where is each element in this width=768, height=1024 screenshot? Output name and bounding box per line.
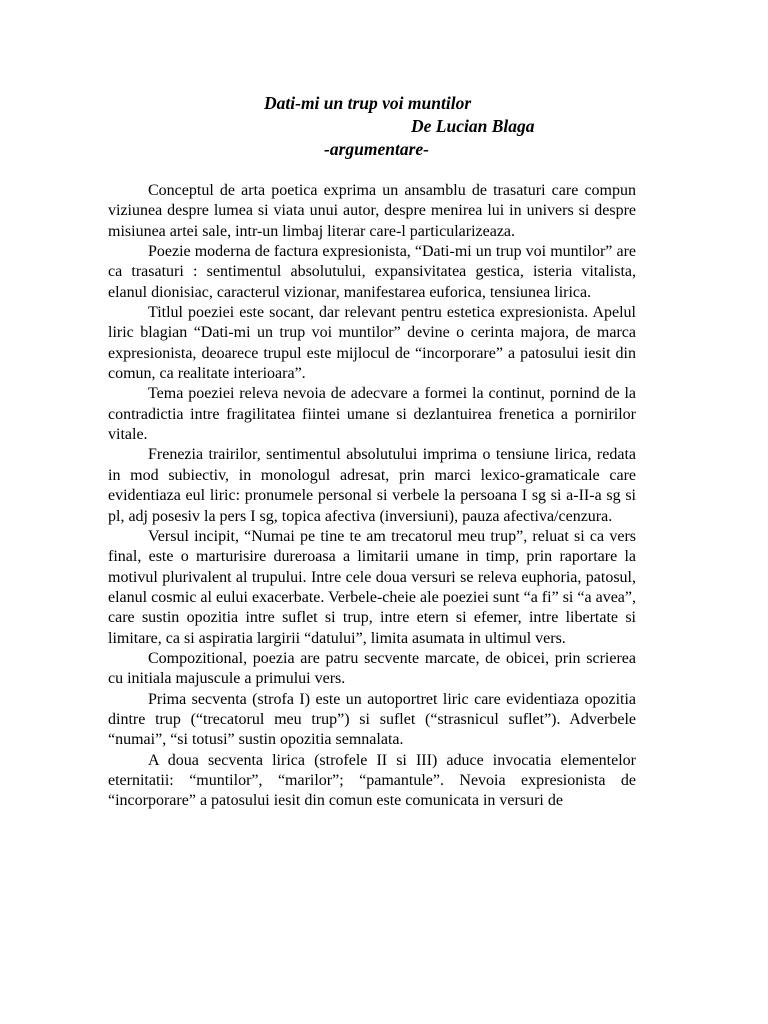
paragraph: Versul incipit, “Numai pe tine te am trecatorul meu trup”, reluat si ca vers final, este o marturisire dureroasa a limitarii umane in timp, prin raportare la motivul plurivalent al trupului. Intre cele doua versuri se releva euphoria, patosul, elanul cosmic al eului exacerbate. Verbele-cheie ale poeziei sunt “a fi” si “a avea”, care sustin opozitia intre suflet si trup, intre etern si efemer, intre libertate si limitare, ca si aspiratia largirii “datului”, limita asumata in ultimul vers. bbox=[108, 527, 636, 647]
paragraph: Compozitional, poezia are patru secvente marcate, de obicei, prin scrierea cu initiala majuscule a primului vers. bbox=[108, 649, 636, 688]
document-title: Dati-mi un trup voi muntilor bbox=[264, 93, 472, 113]
paragraph: Conceptul de arta poetica exprima un ansamblu de trasaturi care compun viziunea despre lumea si viata unui autor, despre menirea lui in univers si despre misiunea artei sale, intr-un limbaj literar care-l particularizeaza. bbox=[108, 182, 636, 240]
document-body bbox=[108, 181, 636, 812]
paragraph: Tema poeziei releva nevoia de adecvare a formei la continut, pornind de la contradictia intre fragilitatea fiintei umane si dezlantuirea frenetica a pornirilor vitale. bbox=[108, 385, 636, 444]
paragraph: Frenezia trairilor, sentimentul absolutului imprima o tensiune lirica, redata in mod subiectiv, in monologul adresat, prin marci lexico-gramaticale care evidentiaza eul liric: pronumele personal si verbele la persoana I sg si a-II-a sg si pl, adj posesiv la pers I sg, topica afectiva (inversiuni), pauza afectiva/cenzura. bbox=[108, 446, 636, 525]
paragraph: Prima secventa (strofa I) este un autoportret liric care evidentiaza opozitia dintre trup (“trecatorul meu trup”) si suflet (“strasnicul suflet”). Adverbele “numai”, “si totusi” sustin opozitia semnalata. bbox=[108, 690, 636, 749]
document-author: De Lucian Blaga bbox=[411, 116, 535, 136]
paragraph: Poezie moderna de factura expresionista, “Dati-mi un trup voi muntilor” are ca trasaturi : sentimentul absolutului, expansivitatea gestica, isteria vitalista, elanul dionisiac, caracterul vizionar, manifestarea euforica, tensiunea lirica. bbox=[108, 243, 636, 301]
paragraph: A doua secventa lirica (strofele II si III) aduce invocatia elementelor eternitatii: “muntilor”, “marilor”; “pamantule”. Nevoia expresionista de “incorporare” a patosului iesit din comun este comunicata in versuri de bbox=[108, 751, 636, 810]
paragraph: Titlul poeziei este socant, dar relevant pentru estetica expresionista. Apelul liric blagian “Dati-mi un trup voi muntilor” devine o cerinta majora, de marca expresionista, deoarece trupul este mijlocul de “incorporare” a patosului iesit din comun, ca realitate interioara”. bbox=[108, 304, 636, 383]
document-subtitle: -argumentare- bbox=[324, 139, 429, 159]
